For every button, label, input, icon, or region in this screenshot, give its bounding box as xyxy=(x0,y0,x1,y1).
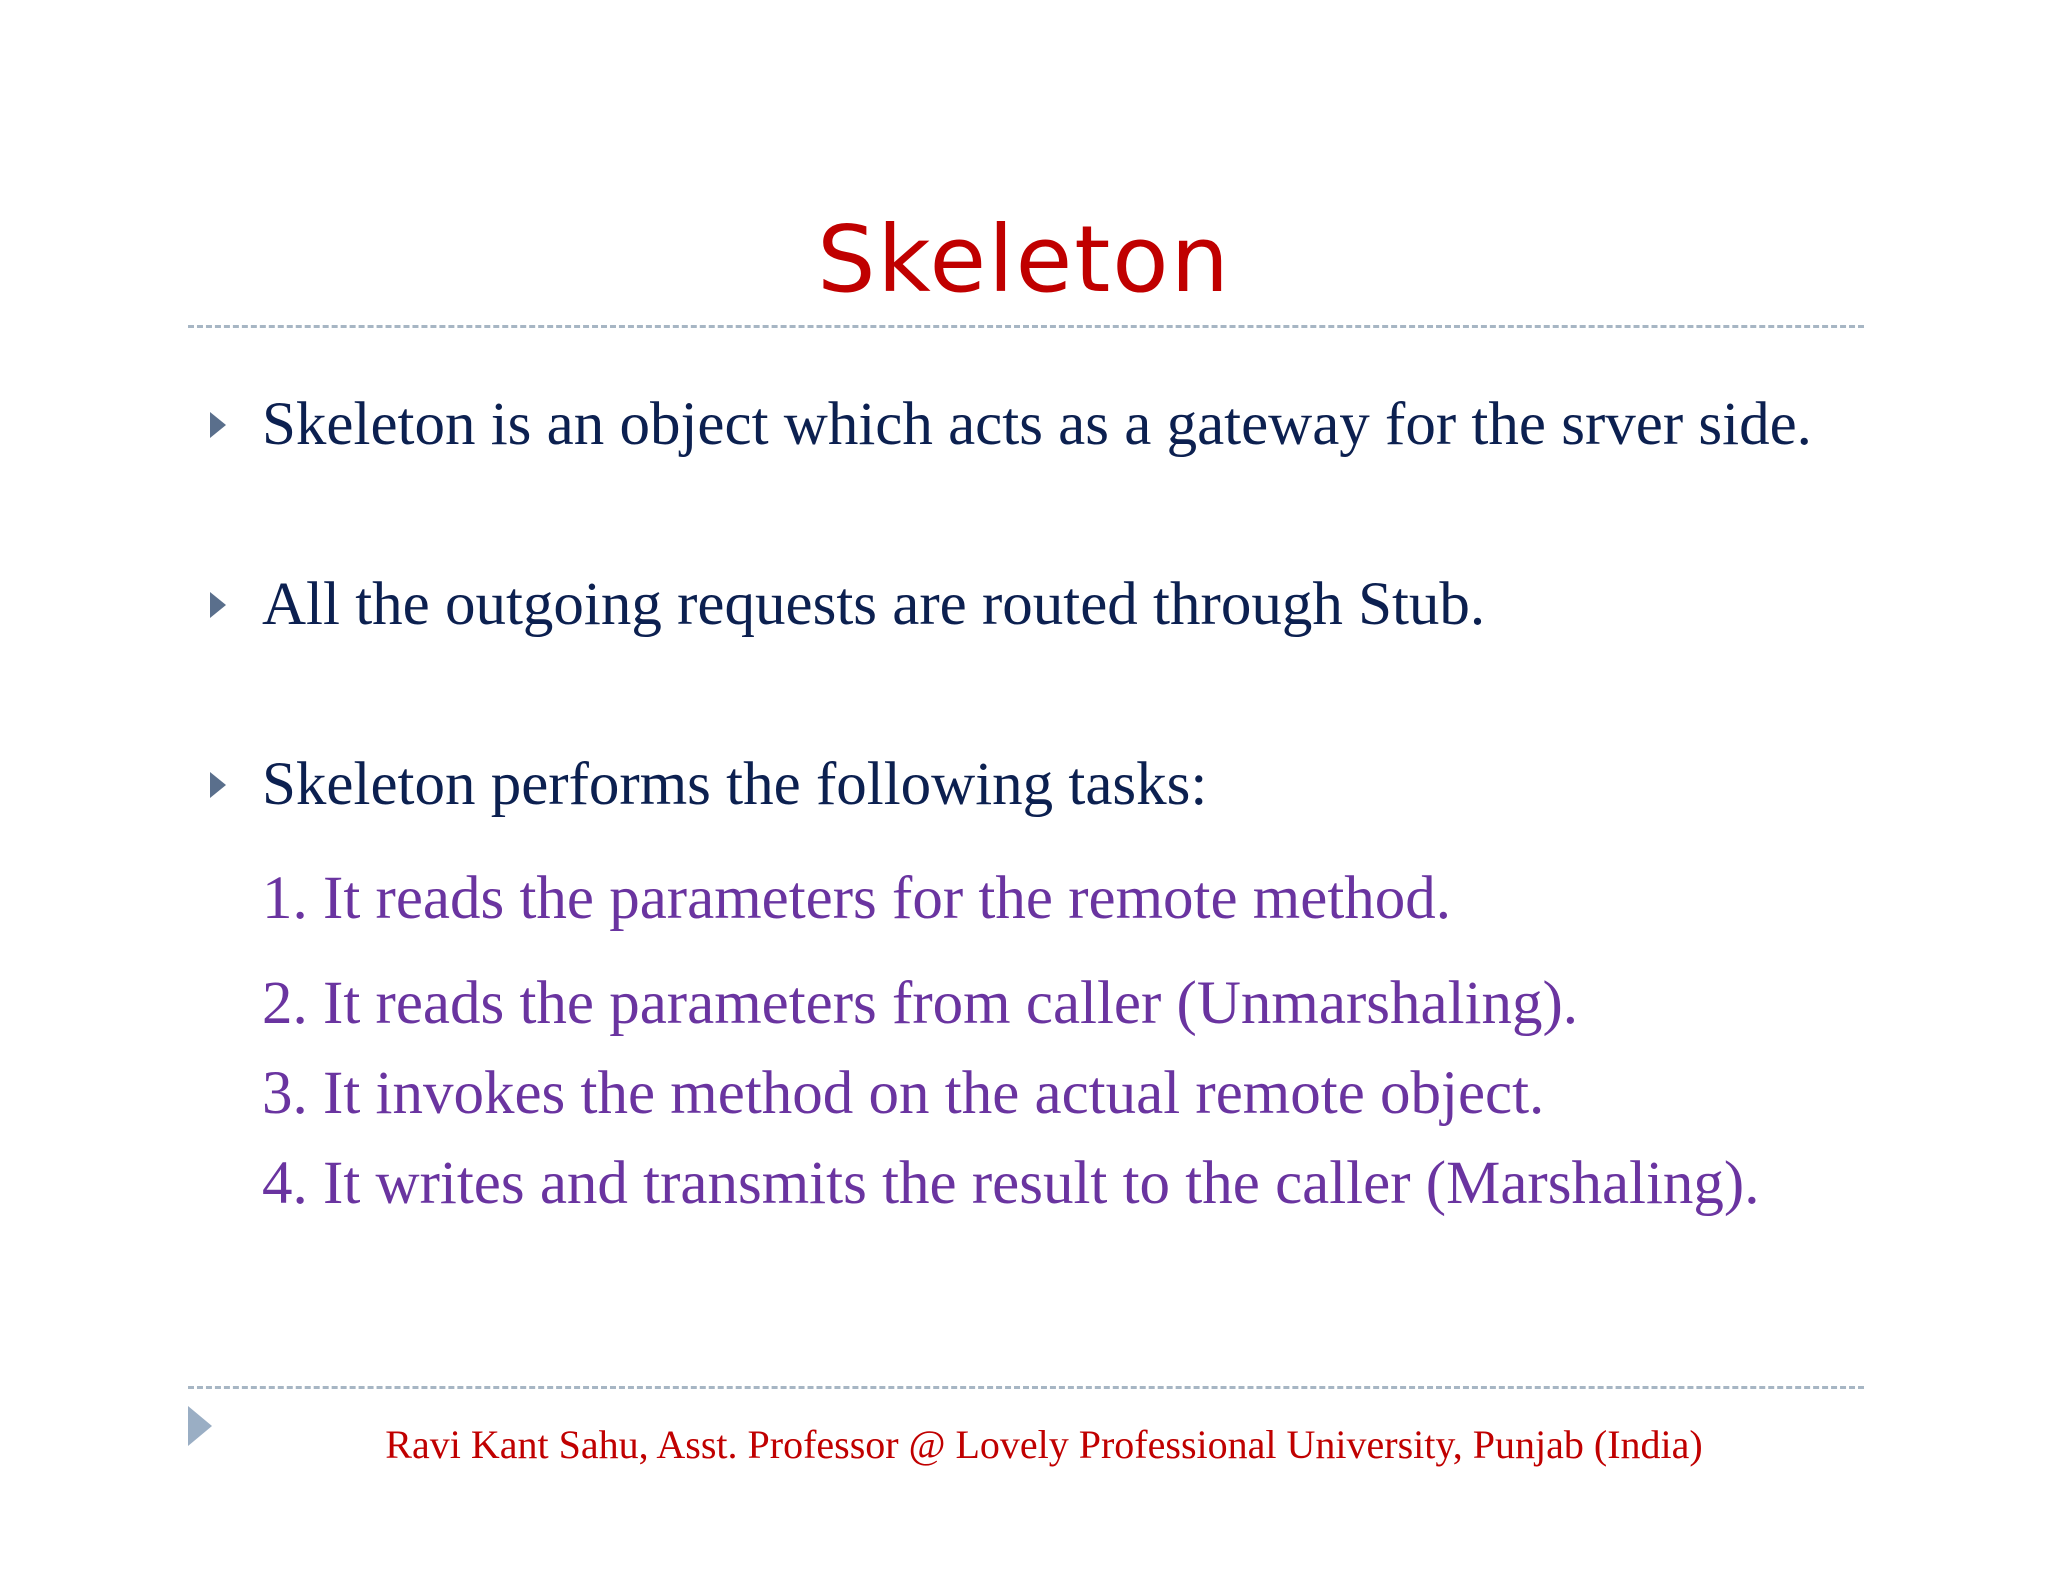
slide-title: Skeleton xyxy=(817,206,1231,313)
bullet-item xyxy=(210,388,1910,468)
title-divider xyxy=(188,325,1864,328)
bullet-item xyxy=(210,748,1910,828)
task-item: 1. It reads the parameters for the remote method. xyxy=(262,865,1452,932)
task-item: 4. It writes and transmits the result to the caller (Marshaling). xyxy=(262,1150,1760,1217)
bullet-arrow-icon xyxy=(210,592,226,618)
task-item: 3. It invokes the method on the actual remote object. xyxy=(262,1060,1545,1127)
bullet-text: Skeleton is an object which acts as a gateway for the srver side. xyxy=(262,391,1812,458)
bullet-text: All the outgoing requests are routed through Stub. xyxy=(262,571,1486,638)
footer-credit: Ravi Kant Sahu, Asst. Professor @ Lovely Professional University, Punjab (India) xyxy=(385,1422,1703,1467)
bullet-item xyxy=(210,568,1910,648)
bullet-text: Skeleton performs the following tasks: xyxy=(262,751,1208,818)
footer-divider xyxy=(188,1386,1864,1389)
bullet-arrow-icon xyxy=(210,772,226,798)
task-item: 2. It reads the parameters from caller (Unmarshaling). xyxy=(262,970,1579,1037)
bullet-arrow-icon xyxy=(210,412,226,438)
